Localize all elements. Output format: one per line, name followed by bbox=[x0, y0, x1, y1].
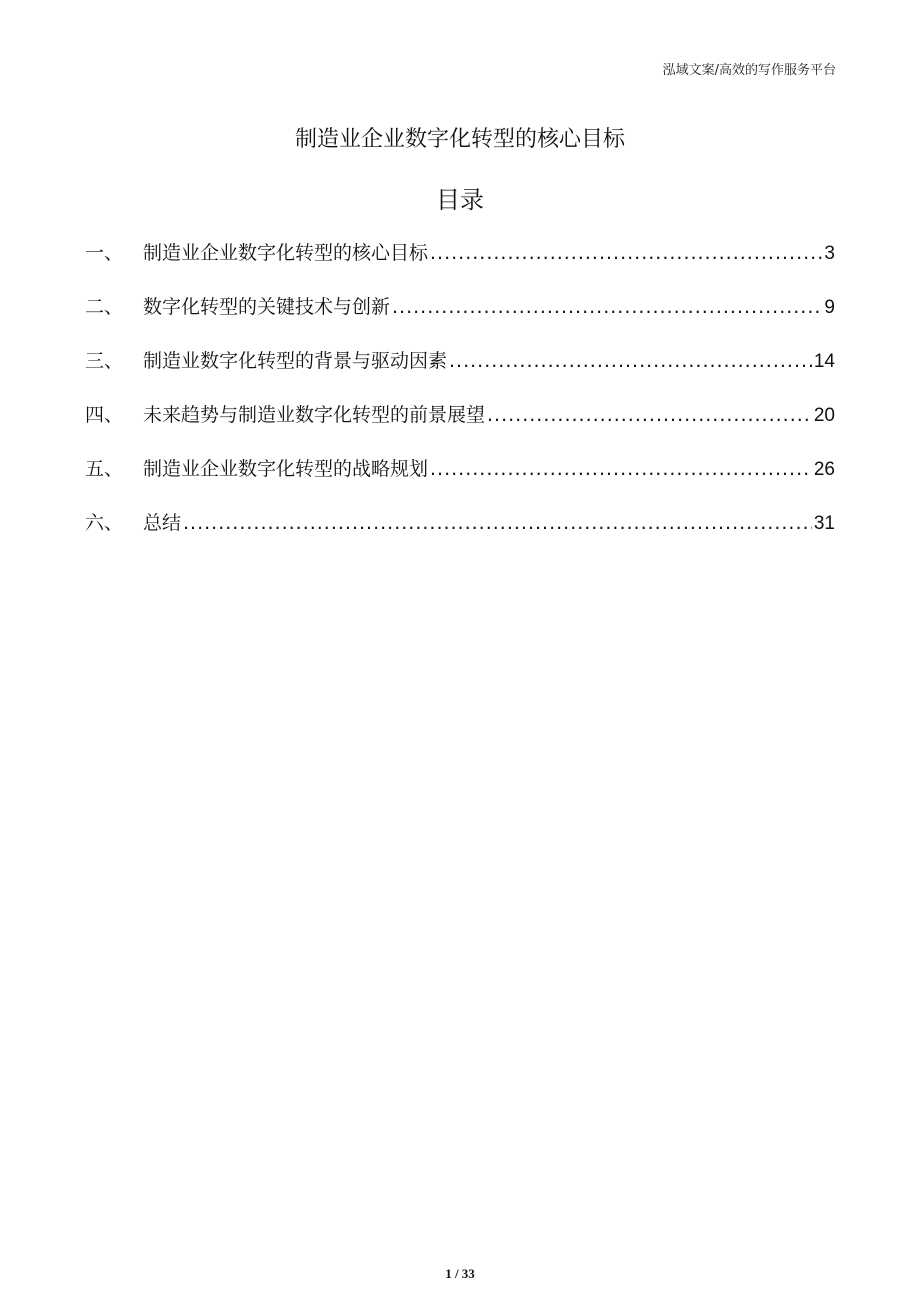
toc-leader-dots bbox=[183, 512, 812, 534]
toc-entry[interactable] bbox=[85, 400, 835, 454]
toc-leader-dots bbox=[487, 404, 812, 426]
toc-entry-label: 总结 bbox=[143, 512, 182, 534]
toc-entry-number: 二、 bbox=[85, 296, 124, 318]
toc-entry[interactable] bbox=[85, 238, 835, 292]
toc-leader-dots bbox=[430, 242, 822, 264]
toc-entry[interactable] bbox=[85, 454, 835, 508]
page-header: 泓域文案/高效的写作服务平台 bbox=[662, 63, 836, 78]
table-of-contents bbox=[85, 238, 835, 562]
page-number-footer: 1 / 33 bbox=[445, 1266, 475, 1281]
toc-entry[interactable] bbox=[85, 346, 835, 400]
toc-leader-dots bbox=[449, 350, 812, 372]
toc-leader-dots bbox=[392, 296, 822, 318]
toc-entry-number: 四、 bbox=[85, 404, 124, 426]
toc-entry-label: 制造业数字化转型的背景与驱动因素 bbox=[143, 350, 448, 372]
toc-entry-page: 20 bbox=[813, 405, 835, 426]
toc-entry-page: 31 bbox=[813, 513, 835, 534]
toc-entry-number: 六、 bbox=[85, 512, 124, 534]
toc-entry-number: 五、 bbox=[85, 458, 124, 480]
toc-entry-label: 数字化转型的关键技术与创新 bbox=[143, 296, 391, 318]
toc-entry-page: 26 bbox=[813, 459, 835, 480]
document-title: 制造业企业数字化转型的核心目标 bbox=[294, 127, 625, 152]
toc-entry-page: 9 bbox=[824, 297, 835, 318]
toc-entry-label: 未来趋势与制造业数字化转型的前景展望 bbox=[143, 404, 486, 426]
toc-entry-label: 制造业企业数字化转型的战略规划 bbox=[143, 458, 429, 480]
toc-entry-page: 14 bbox=[813, 351, 835, 372]
toc-entry[interactable] bbox=[85, 508, 835, 562]
toc-leader-dots bbox=[430, 458, 812, 480]
toc-entry[interactable] bbox=[85, 292, 835, 346]
toc-entry-number: 一、 bbox=[85, 242, 124, 264]
toc-entry-number: 三、 bbox=[85, 350, 124, 372]
toc-entry-page: 3 bbox=[824, 243, 835, 264]
toc-entry-label: 制造业企业数字化转型的核心目标 bbox=[143, 242, 429, 264]
toc-heading: 目录 bbox=[436, 186, 484, 214]
